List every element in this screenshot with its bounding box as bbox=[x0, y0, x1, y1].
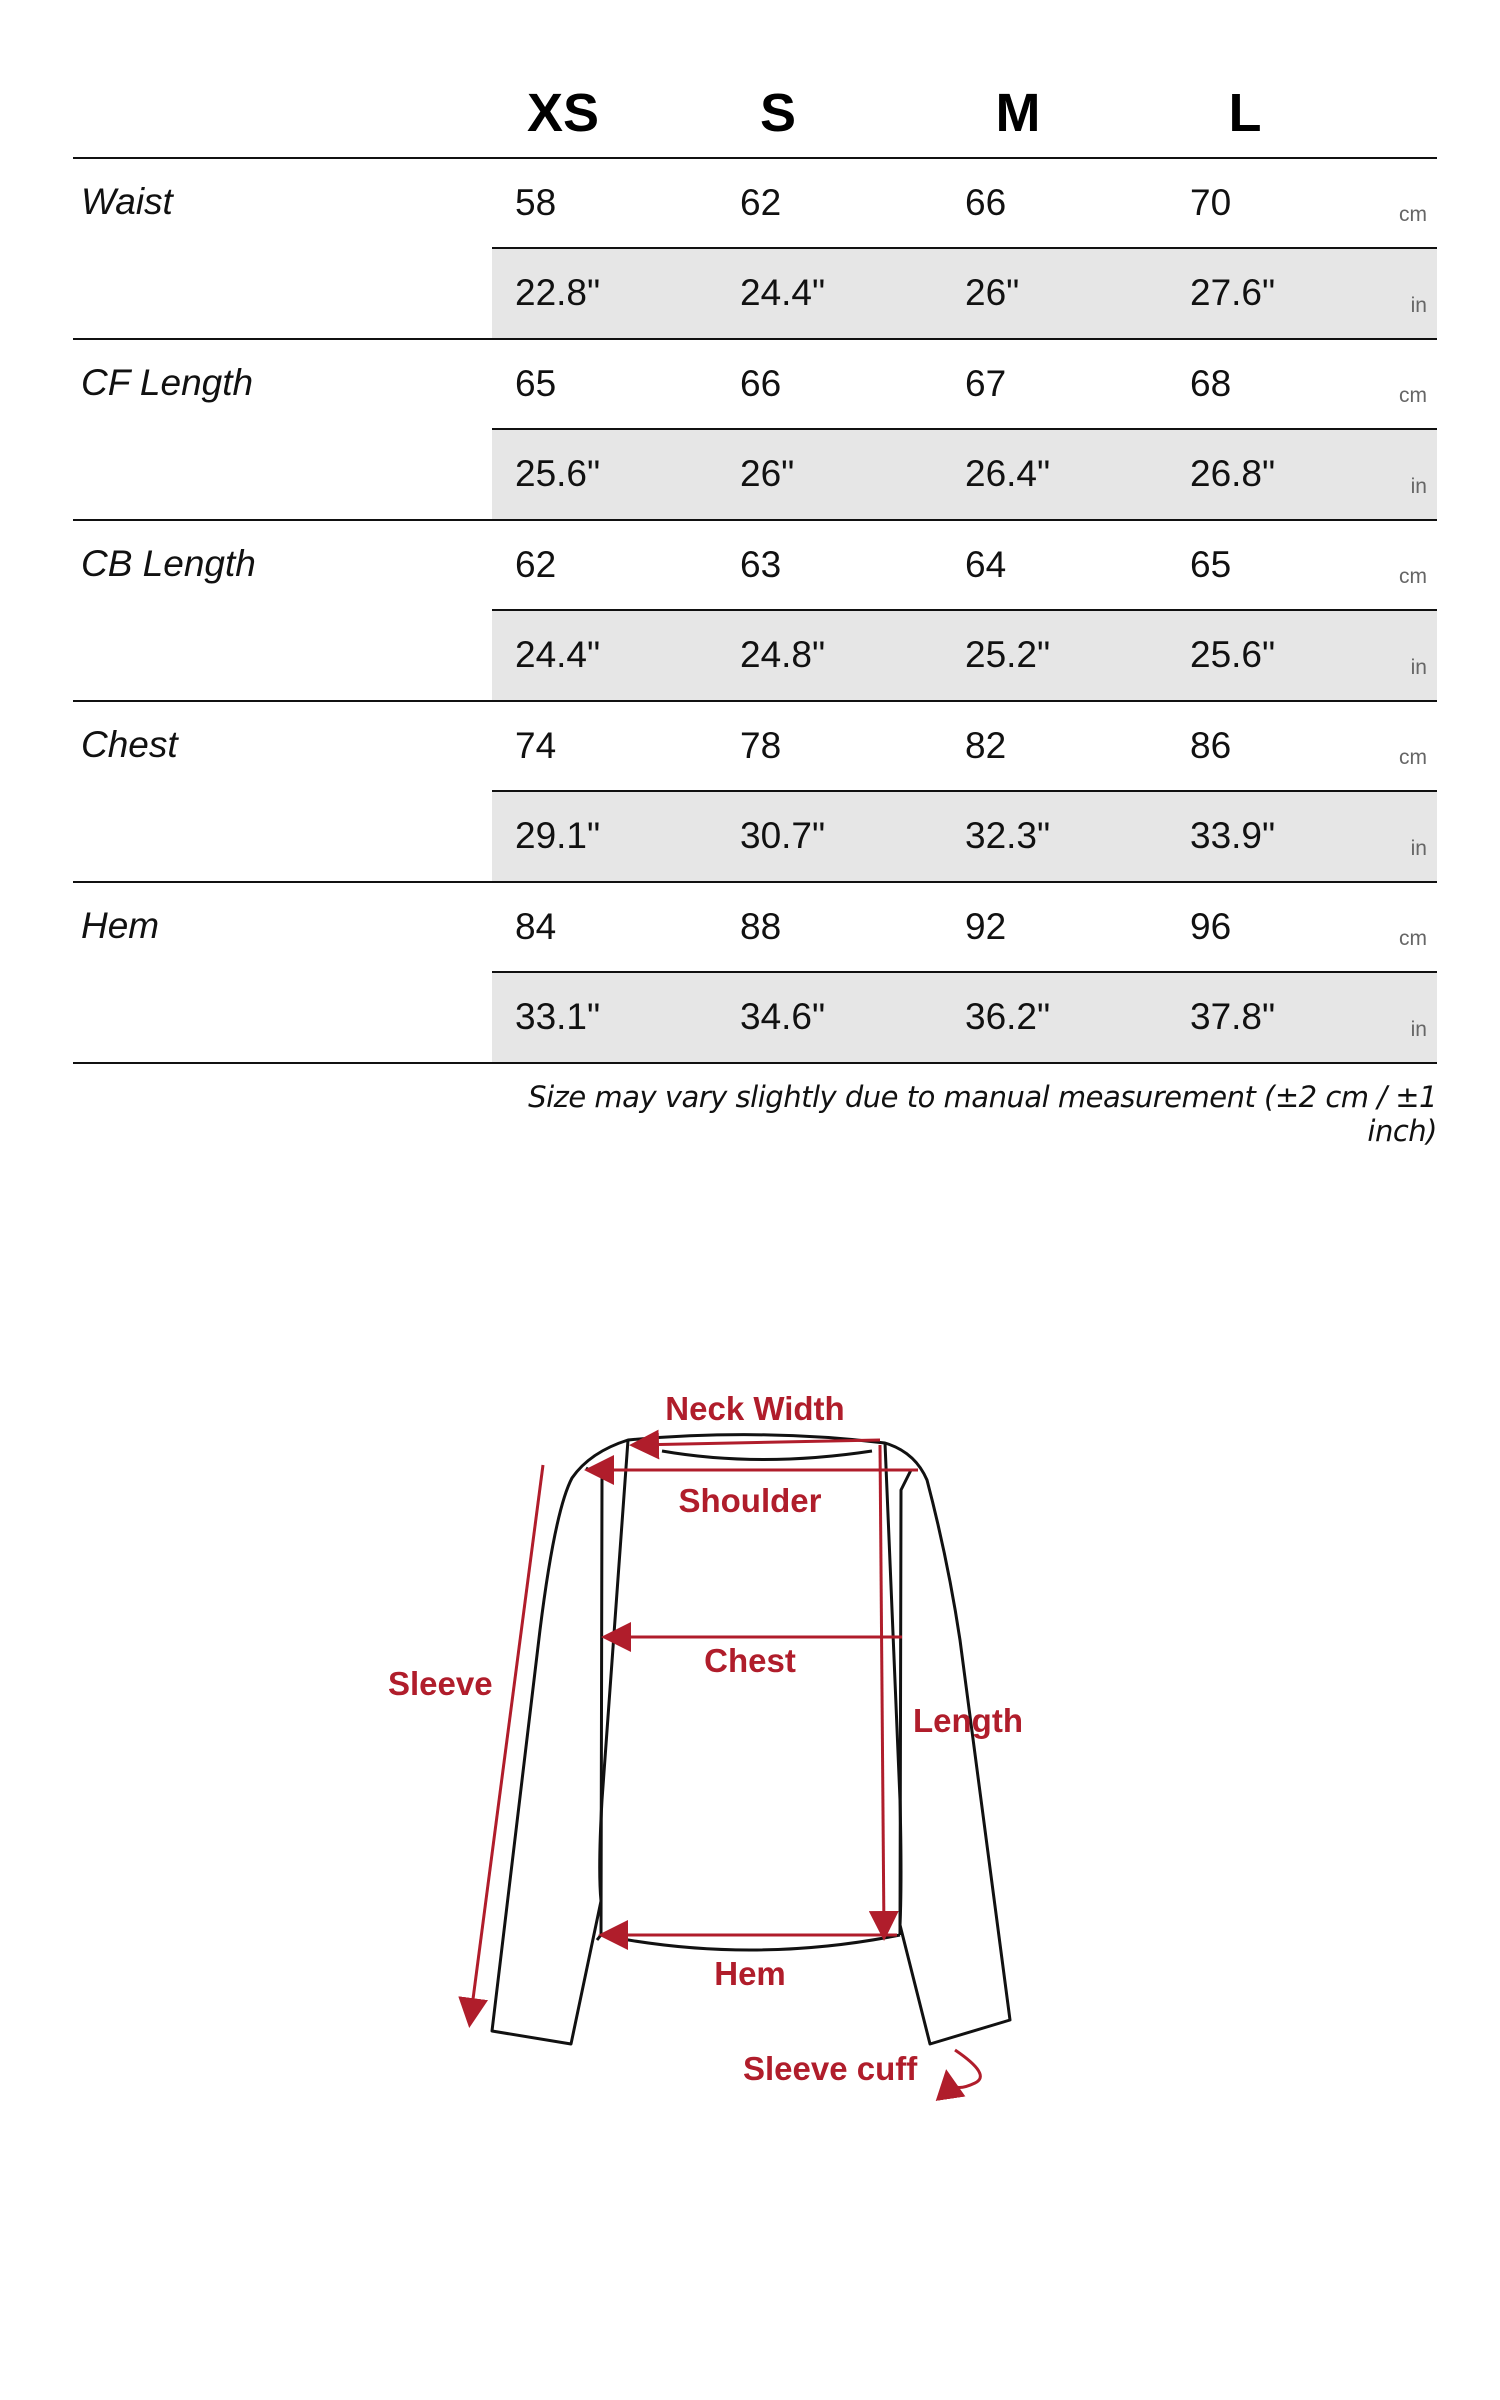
neck-width-label: Neck Width bbox=[665, 1390, 845, 1427]
cm-row bbox=[492, 340, 1437, 430]
cm-value-l: 68 bbox=[1190, 363, 1232, 404]
cm-value-m: 92 bbox=[965, 906, 1007, 947]
measurement-hem bbox=[73, 883, 1437, 1064]
in-value-xs: 22.8" bbox=[515, 272, 601, 313]
measurement-label: CF Length bbox=[81, 362, 254, 403]
measurement-label: CB Length bbox=[81, 543, 256, 584]
in-value-xs: 25.6" bbox=[515, 453, 601, 494]
cm-value-xs: 65 bbox=[515, 363, 557, 404]
cm-value-xs: 58 bbox=[515, 182, 557, 223]
cm-unit-label: cm bbox=[1399, 203, 1427, 226]
size-header-l: L bbox=[1228, 83, 1262, 143]
in-unit-label: in bbox=[1410, 294, 1427, 317]
in-unit-label: in bbox=[1410, 656, 1427, 679]
in-value-s: 26" bbox=[740, 453, 795, 494]
cm-value-l: 86 bbox=[1190, 725, 1232, 766]
shoulder-label: Shoulder bbox=[678, 1482, 822, 1519]
cm-value-xs: 62 bbox=[515, 544, 557, 585]
in-row bbox=[492, 249, 1437, 338]
in-row bbox=[492, 611, 1437, 700]
cm-unit-label: cm bbox=[1399, 746, 1427, 769]
in-value-l: 25.6" bbox=[1190, 634, 1276, 675]
size-header-row bbox=[73, 68, 1437, 159]
in-value-xs: 29.1" bbox=[515, 815, 601, 856]
in-value-m: 32.3" bbox=[965, 815, 1051, 856]
chest-label: Chest bbox=[704, 1642, 796, 1679]
sleeve-label: Sleeve bbox=[388, 1665, 493, 1702]
size-header-s: S bbox=[759, 83, 797, 143]
cm-value-s: 88 bbox=[740, 906, 782, 947]
cm-unit-label: cm bbox=[1399, 384, 1427, 407]
cm-value-s: 62 bbox=[740, 182, 782, 223]
in-row bbox=[492, 430, 1437, 519]
in-value-s: 24.8" bbox=[740, 634, 826, 675]
cm-value-xs: 74 bbox=[515, 725, 557, 766]
hem-label: Hem bbox=[714, 1955, 786, 1992]
cm-row bbox=[492, 702, 1437, 792]
cm-unit-label: cm bbox=[1399, 565, 1427, 588]
cm-value-m: 82 bbox=[965, 725, 1007, 766]
measurement-cf-length bbox=[73, 340, 1437, 521]
cm-value-xs: 84 bbox=[515, 906, 557, 947]
cm-value-s: 63 bbox=[740, 544, 782, 585]
cm-value-m: 66 bbox=[965, 182, 1007, 223]
cm-row bbox=[492, 883, 1437, 973]
cm-value-m: 64 bbox=[965, 544, 1007, 585]
cm-row bbox=[492, 159, 1437, 249]
in-value-m: 26.4" bbox=[965, 453, 1051, 494]
in-value-l: 27.6" bbox=[1190, 272, 1276, 313]
in-row bbox=[492, 973, 1437, 1062]
long-sleeve-top-icon bbox=[492, 1435, 1010, 2044]
cm-value-s: 78 bbox=[740, 725, 782, 766]
in-value-m: 36.2" bbox=[965, 996, 1051, 1037]
cm-value-l: 70 bbox=[1190, 182, 1232, 223]
in-value-s: 34.6" bbox=[740, 996, 826, 1037]
sleeve-arrow bbox=[470, 1465, 543, 2022]
length-label: Length bbox=[913, 1702, 1023, 1739]
measurement-label: Waist bbox=[81, 181, 173, 222]
measurement-label: Hem bbox=[81, 905, 160, 946]
in-value-xs: 24.4" bbox=[515, 634, 601, 675]
in-value-m: 26" bbox=[965, 272, 1020, 313]
measurement-cb-length bbox=[73, 521, 1437, 702]
in-value-s: 30.7" bbox=[740, 815, 826, 856]
measurement-label: Chest bbox=[81, 724, 178, 765]
in-value-l: 26.8" bbox=[1190, 453, 1276, 494]
in-value-xs: 33.1" bbox=[515, 996, 601, 1037]
cm-value-l: 65 bbox=[1190, 544, 1232, 585]
size-chart-table bbox=[73, 68, 1437, 1064]
measurement-waist bbox=[73, 159, 1437, 340]
sleeve-cuff-arrow bbox=[947, 2050, 980, 2088]
size-header-xs: XS bbox=[526, 83, 600, 143]
cm-value-l: 96 bbox=[1190, 906, 1232, 947]
in-value-s: 24.4" bbox=[740, 272, 826, 313]
measurement-footnote: Size may vary slightly due to manual measurement (±2 cm / ±1 inch) bbox=[528, 1080, 1437, 1148]
in-value-l: 37.8" bbox=[1190, 996, 1276, 1037]
length-arrow bbox=[880, 1445, 884, 1935]
neck-width-arrow bbox=[635, 1440, 880, 1445]
cm-value-s: 66 bbox=[740, 363, 782, 404]
in-value-l: 33.9" bbox=[1190, 815, 1276, 856]
in-unit-label: in bbox=[1410, 837, 1427, 860]
garment-measurement-diagram bbox=[0, 1340, 1500, 2140]
in-row bbox=[492, 792, 1437, 881]
in-unit-label: in bbox=[1410, 475, 1427, 498]
cm-unit-label: cm bbox=[1399, 927, 1427, 950]
in-unit-label: in bbox=[1410, 1018, 1427, 1041]
size-header-m: M bbox=[995, 83, 1041, 143]
cm-row bbox=[492, 521, 1437, 611]
in-value-m: 25.2" bbox=[965, 634, 1051, 675]
measurement-chest bbox=[73, 702, 1437, 883]
sleeve-cuff-label: Sleeve cuff bbox=[743, 2050, 918, 2087]
cm-value-m: 67 bbox=[965, 363, 1007, 404]
